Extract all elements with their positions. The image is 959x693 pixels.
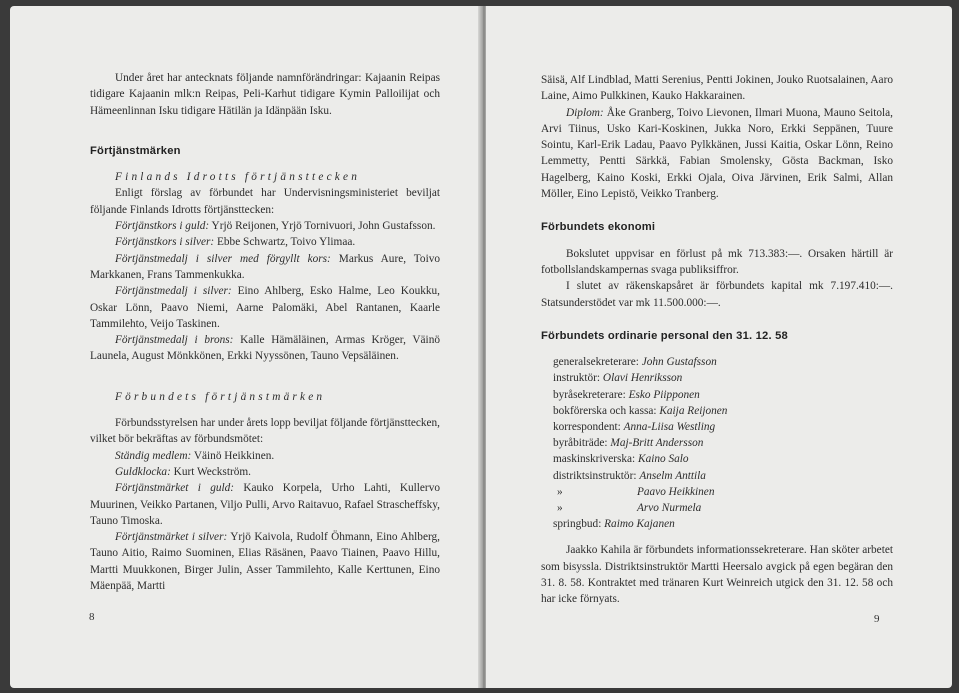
staff-role: bokförerska och kassa: xyxy=(553,404,657,417)
heading-personal: Förbundets ordinarie personal den 31. 12. 58 xyxy=(541,329,788,342)
staff-row xyxy=(553,451,893,467)
names-medalj-brons: Kalle Hämäläinen, Armas Kröger, Väinö Launela, August Mönkkönen, Erkki Nyyssönen, Tauno Vepsäläinen. xyxy=(90,334,440,363)
entry-medalj-silver xyxy=(90,283,440,332)
entry-kors-silver xyxy=(90,234,440,250)
names-kors-guld: Yrjö Reijonen, Yrjö Tornivuori, John Gustafsson. xyxy=(209,220,436,233)
staff-role: » xyxy=(557,501,563,514)
label-diplom: Diplom: xyxy=(566,106,604,119)
entry-market-guld xyxy=(90,480,440,529)
paragraph-enligt-forslag: Enligt förslag av förbundet har Undervisningsministeriet beviljat följande Finlands Idrotts förtjänsttecken: xyxy=(90,187,440,216)
staff-name: Olavi Henriksson xyxy=(602,372,683,385)
heading-ekonomi: Förbundets ekonomi xyxy=(541,221,656,234)
entry-kors-guld xyxy=(90,218,440,234)
entry-medalj-brons xyxy=(90,332,440,365)
subheading-finlands-idrott: Finlands Idrotts förtjänsttecken xyxy=(115,171,361,184)
staff-role: generalsekreterare: xyxy=(553,356,639,369)
entry-medalj-forgyllt xyxy=(90,251,440,284)
label-market-guld: Förtjänstmärket i guld: xyxy=(115,482,235,495)
names-medalj-silver: Eino Ahlberg, Esko Halme, Leo Koukku, Oskar Lönn, Paavo Niemi, Aarne Palomäki, Abel Rantanen, Kaarle Tammilehto, Veijo Taskinen. xyxy=(90,285,440,330)
continued-names: Säisä, Alf Lindblad, Matti Serenius, Pentti Jokinen, Jouko Ruotsalainen, Aaro Laine, Aimo Pulkkinen, Kauko Hakkarainen. xyxy=(541,74,893,103)
subheading-forbundets-marken: Förbundets förtjänstmärken xyxy=(115,390,326,403)
staff-name: Kaino Salo xyxy=(638,453,689,466)
staff-row xyxy=(553,468,893,484)
staff-name: Raimo Kajanen xyxy=(604,518,675,531)
staff-role: » xyxy=(557,485,563,498)
names-kors-silver: Ebbe Schwartz, Toivo Ylimaa. xyxy=(214,236,356,249)
names-guldklocka: Kurt Weckström. xyxy=(170,465,251,478)
staff-name: Arvo Nurmela xyxy=(637,501,702,514)
paragraph-forbundsstyrelsen: Förbundsstyrelsen har under årets lopp beviljat följande förtjänsttecken, vilket bör bekräftas av förbundsmötet: xyxy=(90,417,441,446)
entry-market-silver xyxy=(90,529,440,594)
page-number-right: 9 xyxy=(874,613,880,625)
staff-row xyxy=(553,435,893,451)
entry-guldklocka xyxy=(90,464,440,480)
staff-list xyxy=(541,354,893,532)
staff-row xyxy=(553,403,893,419)
staff-role: instruktör: xyxy=(553,372,601,385)
right-page xyxy=(486,6,952,688)
staff-name: Maj-Britt Andersson xyxy=(610,437,704,450)
names-diplom: Åke Granberg, Toivo Lievonen, Ilmari Muona, Mauno Seitola, Arvi Tiinus, Usko Kari-Koskinen, Jukka Noro, Erkki Seppänen, Tuure Sointu, Karl-Erik Ladau, Paavo Pylkkänen, Jussi Kaitia, Oskar Lönn, Reino Lemmetty, Pentti Särkkä, Fabian Smolensky, Gösta Backman, Isko Hagelberg, Kaino Koski, Erkki Ojala, Oiva Järvinen, Erik Salmi, Allan Möller, Eino Lepistö, Veikko Tranberg. xyxy=(541,106,893,201)
staff-name: Anna-Liisa Westling xyxy=(623,420,716,433)
label-medalj-forgyllt: Förtjänstmedalj i silver med förgyllt kors: xyxy=(115,252,331,265)
staff-name: Anselm Anttila xyxy=(639,469,706,482)
label-standig-medlem: Ständig medlem: xyxy=(115,449,192,462)
heading-fortjanstmarken: Förtjänstmärken xyxy=(90,144,181,157)
staff-role: distriktsinstruktör: xyxy=(553,469,637,482)
staff-row xyxy=(553,500,893,516)
names-medalj-forgyllt: Markus Aure, Toivo Markkanen, Frans Tammenkukka. xyxy=(90,252,441,281)
staff-row xyxy=(553,516,893,532)
staff-row xyxy=(553,370,893,386)
entry-diplom xyxy=(541,105,893,203)
staff-name: John Gustafsson xyxy=(641,356,717,369)
right-page-text xyxy=(541,72,893,608)
staff-role: maskinskriverska: xyxy=(553,453,636,466)
label-medalj-silver: Förtjänstmedalj i silver: xyxy=(115,285,232,298)
staff-row xyxy=(553,354,893,370)
names-standig-medlem: Väinö Heikkinen. xyxy=(191,449,275,462)
staff-role: korrespondent: xyxy=(553,420,621,433)
names-market-guld: Kauko Korpela, Urho Lahti, Kullervo Muurinen, Veikko Partanen, Viljo Pulli, Arvo Raitavuo, Rafael Straschеffsky, Tauno Timoska. xyxy=(90,482,440,527)
staff-name: Esko Piipponen xyxy=(628,388,700,401)
label-medalj-brons: Förtjänstmedalj i brons: xyxy=(115,334,234,347)
label-market-silver: Förtjänstmärket i silver: xyxy=(115,531,228,544)
left-page-text xyxy=(90,70,440,594)
entry-standig-medlem xyxy=(90,448,440,464)
staff-name: Paavo Heikkinen xyxy=(637,485,715,498)
left-page xyxy=(10,6,482,688)
staff-role: byråbiträde: xyxy=(553,437,608,450)
staff-row xyxy=(553,419,893,435)
staff-role: byråsekreterare: xyxy=(553,388,626,401)
staff-row xyxy=(553,387,893,403)
staff-name: Kaija Reijonen xyxy=(659,404,728,417)
intro-paragraph: Under året har antecknats följande namnförändringar: Kajaanin Reipas tidigare Kajaanin mlk:n Reipas, Peli-Karhut tidigare Kymin Palloilijat och Hämeenlinnan Isku tidigare Hätilän ja Idänpään Isku. xyxy=(90,72,440,117)
label-guldklocka: Guldklocka: xyxy=(115,465,171,478)
label-kors-guld: Förtjänstkors i guld: xyxy=(115,220,210,233)
page-number-left: 8 xyxy=(89,611,95,623)
names-market-silver: Yrjö Kaivola, Rudolf Öhmann, Eino Ahlberg, Tauno Aitio, Raimo Suominen, Elias Räsänen, Paavo Tiainen, Paavo Hillu, Martti Muukkonen, Birger Julin, Asser Tammilehto, Kalle Kerttunen, Eino Mäenpää, Martti xyxy=(90,531,440,593)
paragraph-bokslutet: Bokslutet uppvisar en förlust på mk 713.383:—. Orsaken härtill är fotbollslandskampernas svaga publiksiffror. xyxy=(541,247,893,276)
paragraph-kapital: I slutet av räkenskapsåret är förbundets kapital mk 7.197.410:—. Statsunderstödet var mk 11.500.000:—. xyxy=(541,280,893,309)
paragraph-final: Jaakko Kahila är förbundets informationssekreterare. Han sköter arbetet som bisyssla. Distriktsinstruktör Martti Heersalo avgick på egen begäran den 31. 8. 58. Kontraktet med tränaren Kurt Weinreich utgick den 31. 12. 58 och har icke förnyats. xyxy=(541,544,893,606)
label-kors-silver: Förtjänstkors i silver: xyxy=(115,236,215,249)
staff-row xyxy=(553,484,893,500)
staff-role: springbud: xyxy=(553,518,602,531)
